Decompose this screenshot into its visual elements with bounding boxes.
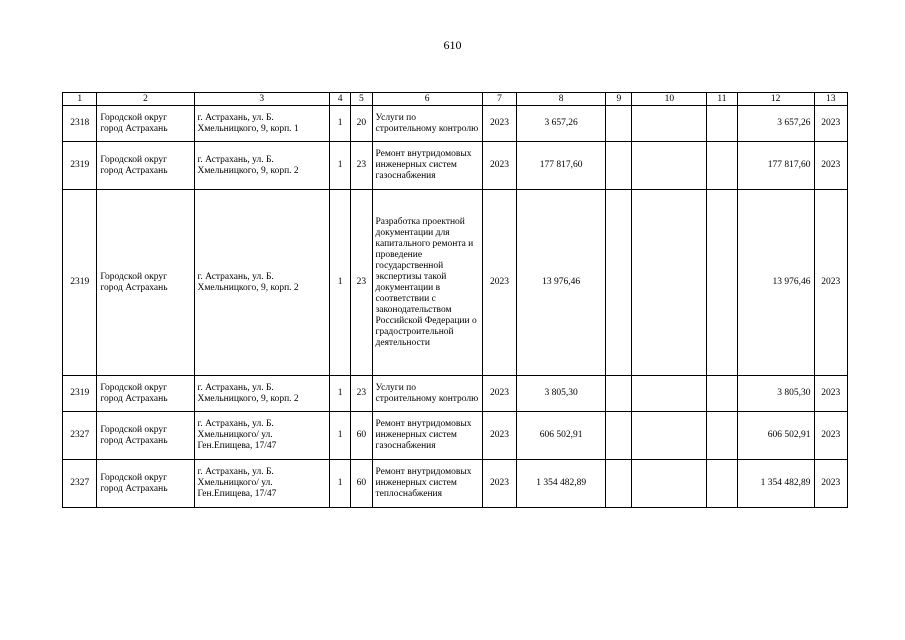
cost-cell: 3 805,30 [517,376,606,412]
registry-table [62,92,848,508]
col10-cell [632,412,707,460]
municipality-cell: Городской округ город Астрахань [97,376,194,412]
municipality-cell: Городской округ город Астрахань [97,412,194,460]
header-cell-13: 13 [814,93,847,106]
address-cell: г. Астрахань, ул. Б. Хмельницкого/ ул. Ген.Епищева, 17/47 [194,460,330,508]
table-header-row [63,93,848,106]
header-cell-10: 10 [632,93,707,106]
year-cell: 2023 [482,412,516,460]
work-type-cell: Ремонт внутридомовых инженерных систем газоснабжения [372,142,482,190]
col4-cell: 1 [330,376,351,412]
address-cell: г. Астрахань, ул. Б. Хмельницкого, 9, корп. 1 [194,106,330,142]
header-cell-4: 4 [330,93,351,106]
header-cell-6: 6 [372,93,482,106]
col11-cell [707,106,737,142]
row-number-cell: 2319 [63,190,97,376]
header-cell-5: 5 [351,93,372,106]
municipality-cell: Городской округ город Астрахань [97,142,194,190]
col11-cell [707,412,737,460]
header-cell-11: 11 [707,93,737,106]
col4-cell: 1 [330,106,351,142]
col9-cell [606,460,632,508]
cost-cell: 3 657,26 [517,106,606,142]
work-type-cell: Разработка проектной документации для капитального ремонта и проведение государственной экспертизы такой документации в соответствии с законодательством Российской Федерации о градостроительной деятельности [372,190,482,376]
municipality-cell: Городской округ город Астрахань [97,190,194,376]
col4-cell: 1 [330,460,351,508]
year-cell: 2023 [482,460,516,508]
col5-cell: 20 [351,106,372,142]
year-cell: 2023 [482,106,516,142]
table-row [63,190,848,376]
cost-cell: 13 976,46 [517,190,606,376]
table-row [63,106,848,142]
completion-year-cell: 2023 [814,376,847,412]
total-cost-cell: 1 354 482,89 [737,460,814,508]
table-row [63,460,848,508]
col5-cell: 23 [351,376,372,412]
col10-cell [632,460,707,508]
col10-cell [632,106,707,142]
row-number-cell: 2327 [63,412,97,460]
header-cell-12: 12 [737,93,814,106]
col10-cell [632,376,707,412]
work-type-cell: Ремонт внутридомовых инженерных систем теплоснабжения [372,460,482,508]
total-cost-cell: 606 502,91 [737,412,814,460]
total-cost-cell: 3 657,26 [737,106,814,142]
col9-cell [606,412,632,460]
work-type-cell: Услуги по строительному контролю [372,376,482,412]
address-cell: г. Астрахань, ул. Б. Хмельницкого, 9, корп. 2 [194,142,330,190]
total-cost-cell: 177 817,60 [737,142,814,190]
year-cell: 2023 [482,376,516,412]
completion-year-cell: 2023 [814,460,847,508]
table-row [63,412,848,460]
header-cell-7: 7 [482,93,516,106]
col5-cell: 60 [351,460,372,508]
cost-cell: 606 502,91 [517,412,606,460]
municipality-cell: Городской округ город Астрахань [97,106,194,142]
col10-cell [632,142,707,190]
completion-year-cell: 2023 [814,412,847,460]
page-number: 610 [443,38,462,52]
col5-cell: 60 [351,412,372,460]
address-cell: г. Астрахань, ул. Б. Хмельницкого/ ул. Ген.Епищева, 17/47 [194,412,330,460]
row-number-cell: 2318 [63,106,97,142]
address-cell: г. Астрахань, ул. Б. Хмельницкого, 9, корп. 2 [194,376,330,412]
col10-cell [632,190,707,376]
header-cell-2: 2 [97,93,194,106]
year-cell: 2023 [482,190,516,376]
header-cell-3: 3 [194,93,330,106]
total-cost-cell: 13 976,46 [737,190,814,376]
row-number-cell: 2319 [63,142,97,190]
address-cell: г. Астрахань, ул. Б. Хмельницкого, 9, корп. 2 [194,190,330,376]
year-cell: 2023 [482,142,516,190]
completion-year-cell: 2023 [814,106,847,142]
col11-cell [707,376,737,412]
total-cost-cell: 3 805,30 [737,376,814,412]
col9-cell [606,142,632,190]
work-type-cell: Ремонт внутридомовых инженерных систем газоснабжения [372,412,482,460]
row-number-cell: 2327 [63,460,97,508]
col9-cell [606,376,632,412]
col11-cell [707,190,737,376]
col5-cell: 23 [351,190,372,376]
col5-cell: 23 [351,142,372,190]
cost-cell: 1 354 482,89 [517,460,606,508]
col9-cell [606,106,632,142]
col4-cell: 1 [330,412,351,460]
col4-cell: 1 [330,190,351,376]
completion-year-cell: 2023 [814,142,847,190]
col9-cell [606,190,632,376]
work-type-cell: Услуги по строительному контролю [372,106,482,142]
table-row [63,376,848,412]
row-number-cell: 2319 [63,376,97,412]
header-cell-9: 9 [606,93,632,106]
col11-cell [707,460,737,508]
col11-cell [707,142,737,190]
header-cell-8: 8 [517,93,606,106]
completion-year-cell: 2023 [814,190,847,376]
cost-cell: 177 817,60 [517,142,606,190]
table-row [63,142,848,190]
header-cell-1: 1 [63,93,97,106]
municipality-cell: Городской округ город Астрахань [97,460,194,508]
col4-cell: 1 [330,142,351,190]
